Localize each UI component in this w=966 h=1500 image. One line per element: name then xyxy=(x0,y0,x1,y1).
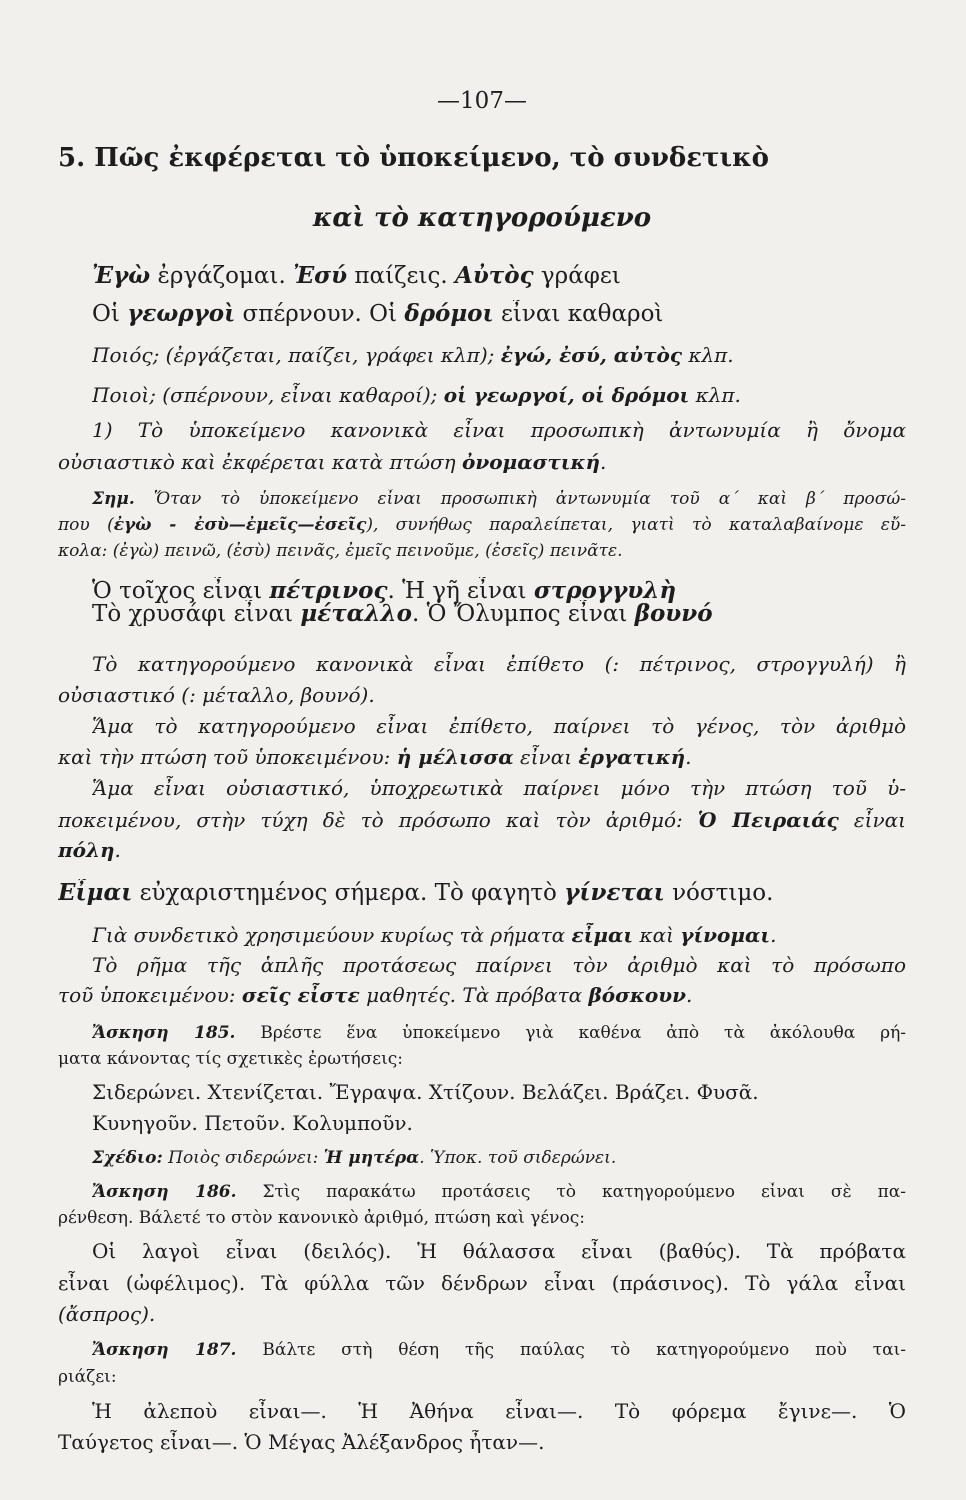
rule-line: Τὸ ρῆμα τῆς ἁπλῆς προτάσεως παίρνει τὸν ἀριθμὸ καὶ τὸ πρόσωπο xyxy=(92,953,906,977)
exercise-186-heading: Ἄσκηση 186. Στὶς παρακάτω προτάσεις τὸ κατηγορούμενο εἶναι σὲ πα- xyxy=(92,1182,906,1202)
section-heading-line-2: καὶ τὸ κατηγορούμενο xyxy=(312,203,652,233)
rule-line: καὶ τὴν πτώση τοῦ ὑποκειμένου: ἡ μέλισσα εἶναι ἐργατική. xyxy=(58,745,692,769)
note-line: Σημ. Ὅταν τὸ ὑποκείμενο εἶναι προσωπικὴ ἀντωνυμία τοῦ α΄ καὶ β΄ προσώ- xyxy=(92,489,906,509)
exercise-line: Ταύγετος εἶναι—. Ὁ Μέγας Ἀλέξανδρος ἦταν—. xyxy=(58,1430,545,1454)
rule-line: Τὸ κατηγορούμενο κανονικὰ εἶναι ἐπίθετο (: πέτρινος, στρογγυλή) ἢ xyxy=(92,652,906,676)
exercise-line: εἶναι (ὠφέλιμος). Τὰ φύλλα τῶν δένδρων εἶναι (πράσινος). Τὸ γάλα εἶναι xyxy=(58,1271,906,1295)
exercise-line: ματα κάνοντας τίς σχετικὲς ἐρωτήσεις: xyxy=(58,1049,403,1069)
page-number: —107— xyxy=(437,88,527,114)
rule-line: οὐσιαστικό (: μέταλλο, βουνό). xyxy=(58,683,375,707)
rule-line: Ἅμα εἶναι οὐσιαστικό, ὑποχρεωτικὰ παίρνει μόνο τὴν πτώση τοῦ ὑ- xyxy=(92,776,906,800)
rule-line: οὐσιαστικὸ καὶ ἐκφέρεται κατὰ πτώση ὀνομαστική. xyxy=(58,450,607,474)
rule-line: ποκειμένου, στὴν τύχη δὲ τὸ πρόσωπο καὶ τὸν ἀριθμό: Ὁ Πειραιάς εἶναι xyxy=(58,808,906,832)
section-heading-line-1: 5. Πῶς ἐκφέρεται τὸ ὑποκείμενο, τὸ συνδετικὸ xyxy=(58,143,769,173)
rule-line: 1) Τὸ ὑποκείμενο κανονικὰ εἶναι προσωπικὴ ἀντωνυμία ἢ ὄνομα xyxy=(92,418,906,442)
example-line: Ὁ τοῖχος εἶναι πέτρινος. Ἡ γῆ εἶναι στρογγυλὴ xyxy=(92,577,677,604)
exercise-line: Κυνηγοῦν. Πετοῦν. Κολυμποῦν. xyxy=(92,1111,413,1135)
exercise-line: Ἡ ἀλεποὺ εἶναι—. Ἡ Ἀθήνα εἶναι—. Τὸ φόρεμα ἔγινε—. Ὁ xyxy=(92,1399,906,1423)
question-line: Ποιός; (ἐργάζεται, παίζει, γράφει κλπ); ἐγώ, ἐσύ, αὐτὸς κλπ. xyxy=(92,343,734,367)
example-line: Ἐγὼ ἐργάζομαι. Ἐσύ παίζεις. Αὐτὸς γράφει xyxy=(92,262,621,289)
note-line: κολα: (ἐγὼ) πεινῶ, (ἐσὺ) πεινᾶς, ἐμεῖς πεινοῦμε, (ἐσεῖς) πεινᾶτε. xyxy=(58,541,623,561)
rule-line: Γιὰ συνδετικὸ χρησιμεύουν κυρίως τὰ ρήματα εἶμαι καὶ γίνομαι. xyxy=(92,923,777,947)
exercise-example: Σχέδιο: Ποιὸς σιδερώνει: Ἡ μητέρα. Ὑποκ. τοῦ σιδερώνει. xyxy=(92,1148,617,1168)
note-line: που (ἐγὼ - ἐσὺ—ἐμεῖς—ἐσεῖς), συνήθως παραλείπεται, γιατὶ τὸ καταλαβαίνομε εὔ- xyxy=(58,515,906,535)
exercise-line: (ἄσπρος). xyxy=(58,1302,156,1326)
example-line: Εἶμαι εὐχαριστημένος σήμερα. Τὸ φαγητὸ γίνεται νόστιμο. xyxy=(58,879,774,906)
rule-line: πόλη. xyxy=(58,838,121,862)
example-line: Οἱ γεωργοὶ σπέρνουν. Οἱ δρόμοι εἶναι καθαροὶ xyxy=(92,300,664,327)
rule-line: τοῦ ὑποκειμένου: σεῖς εἶστε μαθητές. Τὰ πρόβατα βόσκουν. xyxy=(58,983,693,1007)
exercise-line: ριάζει: xyxy=(58,1367,117,1387)
exercise-line: ρένθεση. Βάλετέ το στὸν κανονικὸ ἀριθμό, πτώση καὶ γένος: xyxy=(58,1208,585,1228)
exercise-185-heading: Ἄσκηση 185. Βρέστε ἕνα ὑποκείμενο γιὰ καθένα ἀπὸ τὰ ἀκόλουθα ρή- xyxy=(92,1023,906,1043)
question-line: Ποιοὶ; (σπέρνουν, εἶναι καθαροί); οἱ γεωργοί, οἱ δρόμοι κλπ. xyxy=(92,383,741,407)
exercise-187-heading: Ἄσκηση 187. Βάλτε στὴ θέση τῆς παύλας τὸ κατηγορούμενο ποὺ ται- xyxy=(92,1340,906,1360)
exercise-line: Οἱ λαγοὶ εἶναι (δειλός). Ἡ θάλασσα εἶναι (βαθύς). Τὰ πρόβατα xyxy=(92,1239,906,1263)
rule-line: Ἅμα τὸ κατηγορούμενο εἶναι ἐπίθετο, παίρνει τὸ γένος, τὸν ἀριθμὸ xyxy=(92,714,906,738)
example-line: Τὸ χρυσάφι εἶναι μέταλλο. Ὁ Ὄλυμπος εἶναι βουνό xyxy=(92,600,713,627)
exercise-line: Σιδερώνει. Χτενίζεται. Ἔγραψα. Χτίζουν. Βελάζει. Βράζει. Φυσᾶ. xyxy=(92,1080,759,1104)
